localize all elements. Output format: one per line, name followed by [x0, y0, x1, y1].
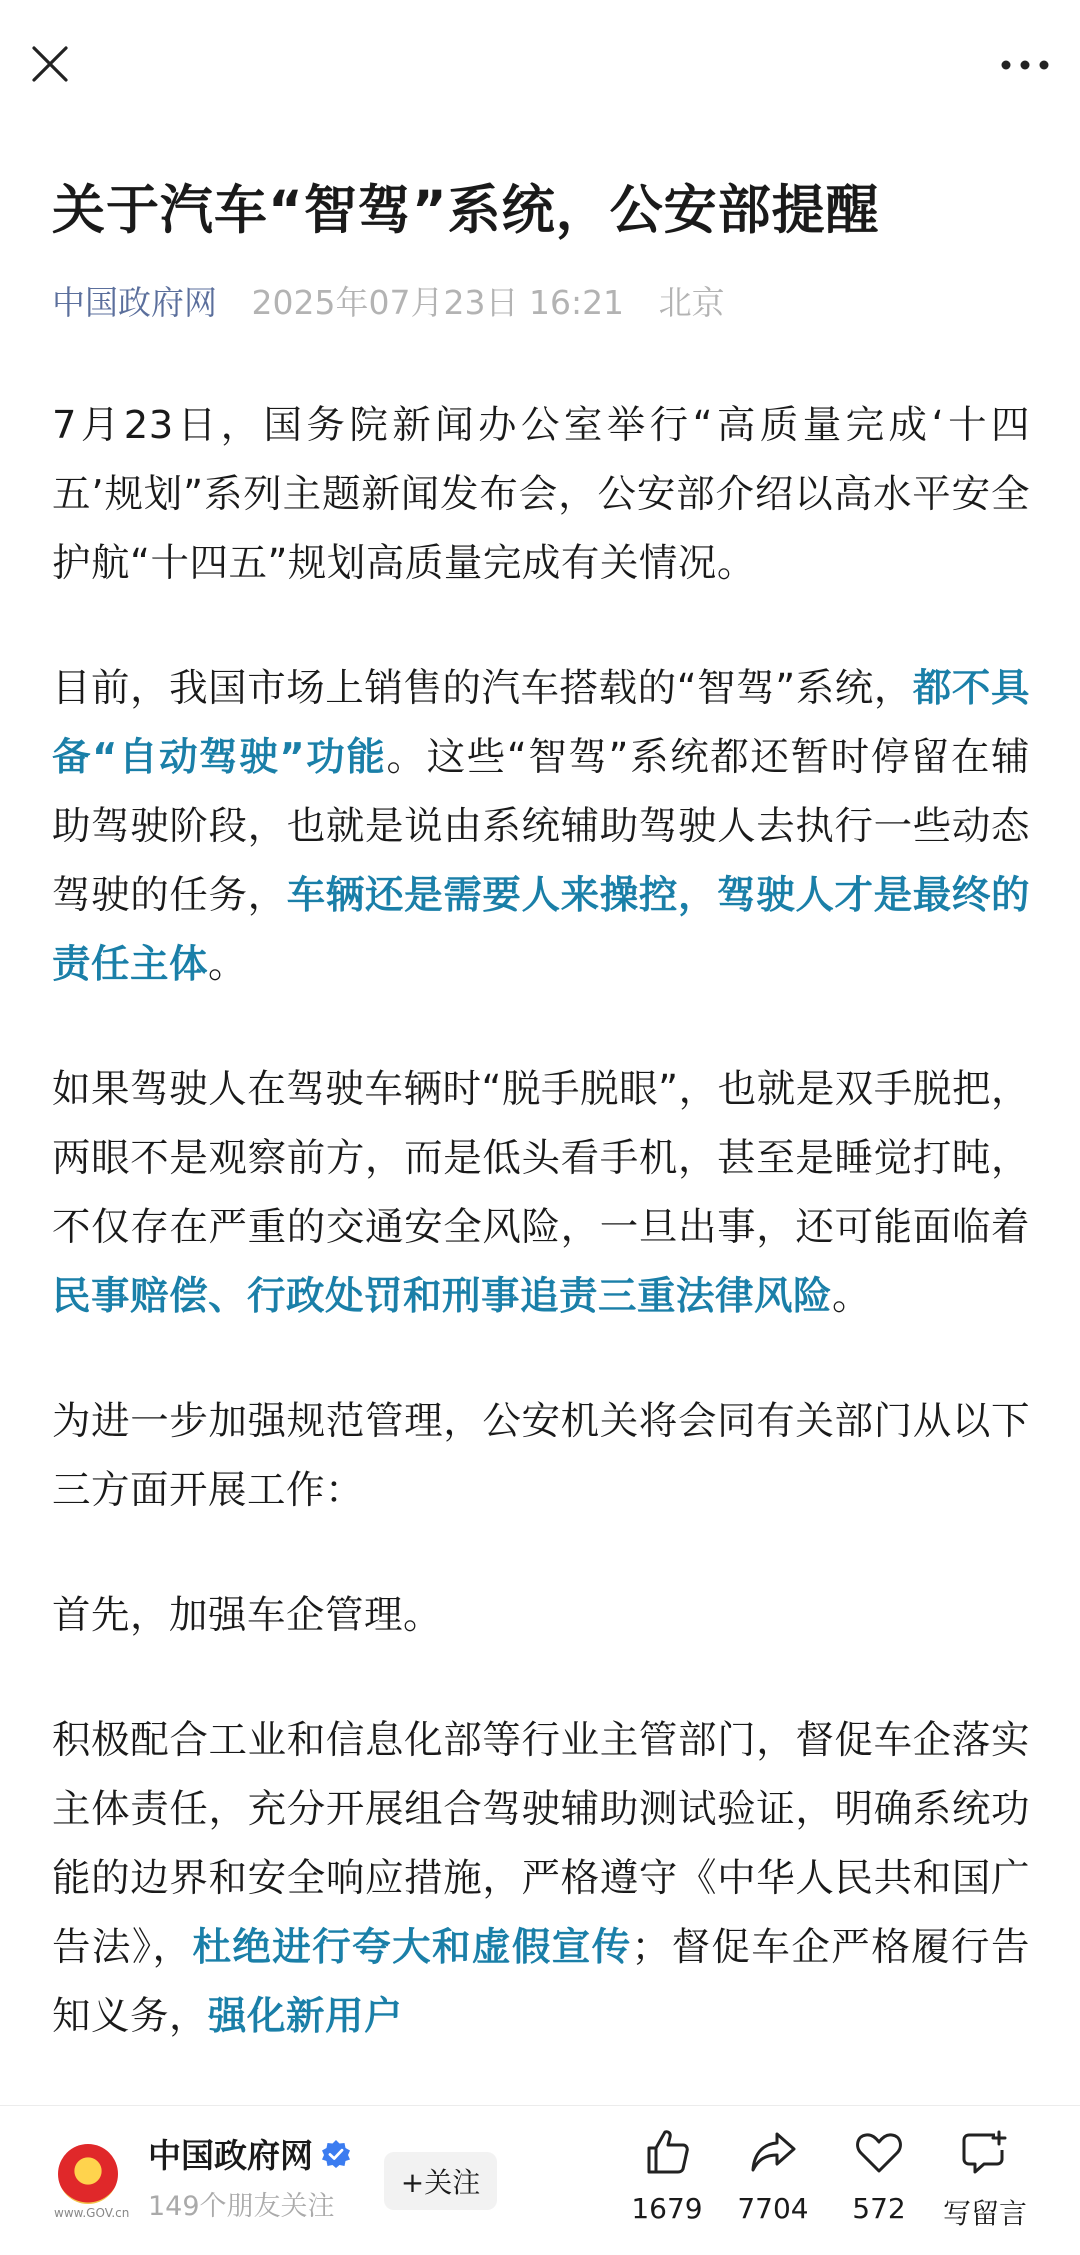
paragraph-text: ；督促车企严格履行告知义务，	[52, 1925, 1030, 2039]
thumbs-up-icon	[641, 2126, 693, 2178]
article-paragraph	[52, 1581, 1030, 1650]
article-paragraph	[52, 1387, 1030, 1525]
paragraph-text: 目前，我国市场上销售的汽车搭载的“智驾”系统，	[52, 666, 913, 711]
share-count: 7704	[737, 2192, 809, 2225]
paragraph-text: 为进一步加强规范管理，公安机关将会同有关部门从以下三方面开展工作：	[52, 1399, 1030, 1513]
article	[52, 175, 1030, 2107]
close-icon	[31, 45, 69, 83]
article-title: 关于汽车“智驾”系统，公安部提醒	[52, 180, 880, 241]
top-bar	[0, 0, 1080, 140]
article-location: 北京	[658, 283, 725, 322]
favorite-button[interactable]	[824, 2126, 934, 2225]
paragraph-text: 如果驾驶人在驾驶车辆时“脱手脱眼”，也就是双手脱把，两眼不是观察前方，而是低头看手机，甚至是睡觉打盹，不仅存在严重的交通安全风险，一旦出事，还可能面临着	[52, 1067, 1030, 1250]
paragraph-text: 。这些“智驾”系统都还暂时停留在辅助驾驶阶段，也就是说由系统辅助驾驶人去执行一些动态驾驶的任务，	[52, 735, 1030, 918]
article-paragraph	[52, 1055, 1030, 1331]
paragraph-text: 首先，加强车企管理。	[52, 1593, 443, 1638]
paragraph-text: 。	[832, 1274, 872, 1319]
bottom-bar	[0, 2105, 1080, 2255]
paragraph-text: 7月23日，国务院新闻办公室举行“高质量完成‘十四五’规划”系列主题新闻发布会，公安部介绍以高水平安全护航“十四五”规划高质量完成有关情况。	[52, 403, 1030, 586]
article-datetime: 2025年07月23日 16:21	[251, 283, 625, 322]
account-name-row[interactable]	[148, 2130, 351, 2177]
paragraph-text: 积极配合工业和信息化部等行业主管部门，督促车企落实主体责任，充分开展组合驾驶辅助测试验证，明确系统功能的边界和安全响应措施，严格遵守《中华人民共和国广告法》，	[52, 1718, 1030, 1970]
comment-icon	[959, 2126, 1011, 2178]
share-button[interactable]	[718, 2126, 828, 2225]
heart-icon	[853, 2126, 905, 2178]
highlighted-text: 强化新用户	[208, 1994, 404, 2039]
share-icon	[747, 2126, 799, 2178]
article-paragraph	[52, 654, 1030, 999]
highlighted-text: 车辆还是需要人来操控，驾驶人才是最终的责任主体	[52, 873, 1030, 987]
comment-label: 写留言	[942, 2197, 1027, 2230]
like-count: 1679	[631, 2192, 703, 2225]
followers-count: 149个朋友关注	[148, 2191, 335, 2222]
close-button[interactable]	[24, 38, 76, 90]
like-button[interactable]	[612, 2126, 722, 2225]
article-body	[52, 391, 1030, 2051]
highlighted-text: 民事赔偿、行政处罚和刑事追责三重法律风险	[52, 1274, 833, 1319]
highlighted-text: 都不具备“自动驾驶”功能	[52, 666, 1030, 780]
comment-button[interactable]	[930, 2126, 1040, 2232]
article-paragraph	[52, 391, 1030, 598]
follow-button[interactable]: +关注	[384, 2152, 497, 2210]
account-name: 中国政府网	[148, 2136, 313, 2175]
more-button[interactable]	[992, 40, 1058, 90]
article-meta	[52, 281, 1030, 325]
article-source-link[interactable]: 中国政府网	[52, 283, 217, 322]
verified-badge-icon	[321, 2139, 351, 2169]
more-icon	[1000, 59, 1050, 71]
account-avatar[interactable]	[58, 2144, 118, 2204]
paragraph-text: 。	[208, 942, 248, 987]
article-paragraph	[52, 1706, 1030, 2051]
emblem-caption: www.GOV.cn	[54, 2206, 130, 2220]
favorite-count: 572	[852, 2192, 906, 2225]
highlighted-text: 杜绝进行夸大和虚假宣传	[192, 1925, 632, 1970]
